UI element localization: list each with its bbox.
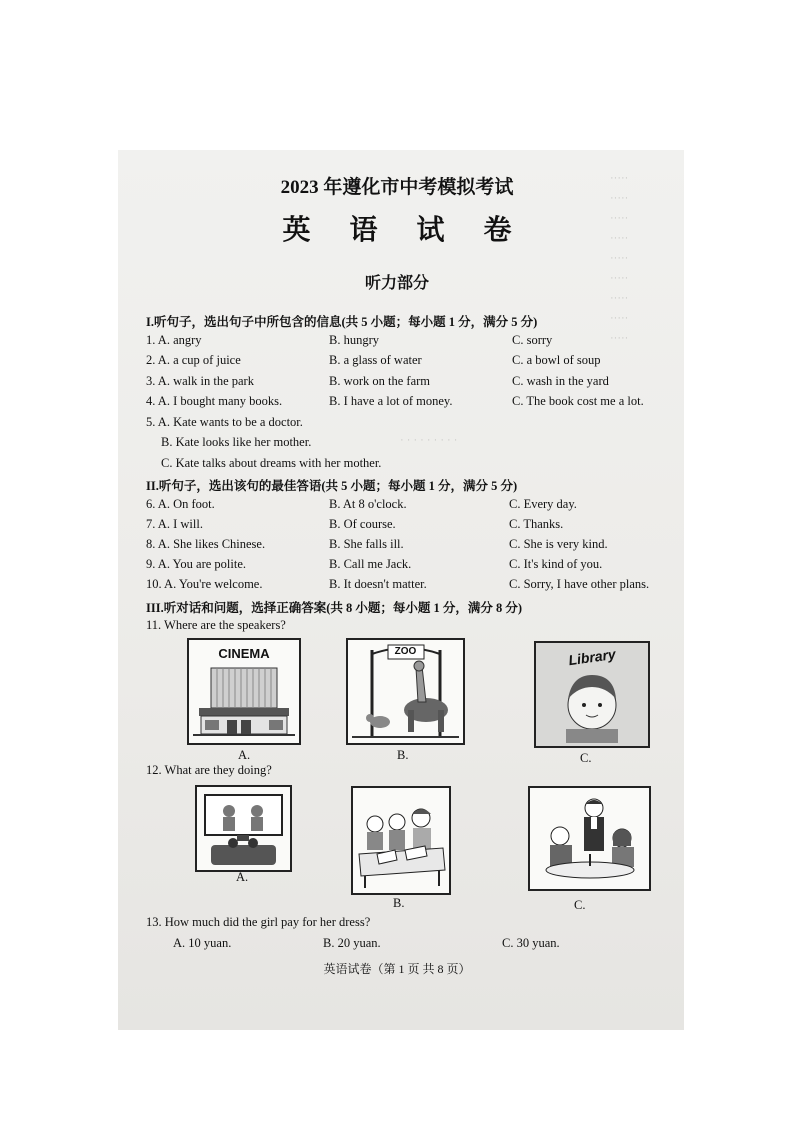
q3-option-a[interactable]: 3. A. walk in the park	[146, 374, 254, 388]
q11-label-a: A.	[238, 748, 251, 762]
q12-label-b: B.	[393, 896, 405, 910]
q9-option-b[interactable]: B. Call me Jack.	[329, 557, 412, 571]
part-title: 听力部分	[364, 275, 429, 292]
section2-heading: II.听句子，选出该句的最佳答语(共 5 小题；每小题 1 分，满分 5 分)	[146, 479, 518, 493]
q10-option-b[interactable]: B. It doesn't matter.	[329, 577, 427, 591]
q10-option-c[interactable]: C. Sorry, I have other plans.	[509, 577, 650, 591]
q2-option-a[interactable]: 2. A. a cup of juice	[146, 353, 241, 367]
q10-option-a[interactable]: 10. A. You're welcome.	[146, 577, 263, 591]
q12-picture-a-watching-tv[interactable]	[195, 785, 292, 872]
q4-option-c[interactable]: C. The book cost me a lot.	[512, 394, 644, 408]
q12-label-a: A.	[236, 870, 249, 884]
q5-option-c[interactable]: C. Kate talks about dreams with her mother.	[161, 456, 382, 470]
q1-option-b[interactable]: B. hungry	[329, 333, 379, 347]
q13-stem: 13. How much did the girl pay for her dress?	[146, 915, 371, 929]
zoo-sign: ZOO	[394, 646, 417, 657]
q5-option-a[interactable]: 5. A. Kate wants to be a doctor.	[146, 415, 303, 429]
q7-option-a[interactable]: 7. A. I will.	[146, 517, 203, 531]
cinema-sign: CINEMA	[218, 646, 270, 661]
q8-option-b[interactable]: B. She falls ill.	[329, 537, 404, 551]
q11-label-b: B.	[397, 748, 409, 762]
library-sign: Library	[567, 645, 617, 669]
q4-option-a[interactable]: 4. A. I bought many books.	[146, 394, 283, 408]
q6-option-b[interactable]: B. At 8 o'clock.	[329, 497, 407, 511]
q13-option-a[interactable]: A. 10 yuan.	[173, 936, 232, 950]
q11-picture-b-zoo[interactable]	[346, 638, 465, 745]
q6-option-c[interactable]: C. Every day.	[509, 497, 577, 511]
section3-heading: III.听对话和问题，选择正确答案(共 8 小题；每小题 1 分，满分 8 分)	[146, 601, 523, 615]
television-icon	[197, 787, 290, 870]
q8-option-a[interactable]: 8. A. She likes Chinese.	[146, 537, 266, 551]
q11-picture-a-cinema[interactable]	[187, 638, 301, 745]
q13-option-b[interactable]: B. 20 yuan.	[323, 936, 381, 950]
restaurant-icon	[530, 788, 649, 889]
q12-picture-c-dining[interactable]	[528, 786, 651, 891]
q9-option-c[interactable]: C. It's kind of you.	[509, 557, 603, 571]
q3-option-c[interactable]: C. wash in the yard	[512, 374, 609, 388]
students-icon	[353, 788, 449, 893]
q7-option-b[interactable]: B. Of course.	[329, 517, 396, 531]
q11-picture-c-library[interactable]	[534, 641, 650, 748]
q11-stem: 11. Where are the speakers?	[146, 618, 286, 632]
q12-picture-b-studying[interactable]	[351, 786, 451, 895]
q2-option-c[interactable]: C. a bowl of soup	[512, 353, 601, 367]
section1-heading: I.听句子，选出句子中所包含的信息(共 5 小题；每小题 1 分，满分 5 分)	[146, 315, 538, 329]
q11-label-c: C.	[580, 751, 592, 765]
q12-label-c: C.	[574, 898, 586, 912]
q5-option-b[interactable]: B. Kate looks like her mother.	[161, 435, 312, 449]
q9-option-a[interactable]: 9. A. You are polite.	[146, 557, 246, 571]
page-footer: 英语试卷（第 1 页 共 8 页）	[323, 962, 471, 976]
bleed-through-center: · · · · · · · · ·	[400, 434, 458, 446]
exam-title: 2023 年遵化市中考模拟考试	[280, 177, 514, 198]
q8-option-c[interactable]: C. She is very kind.	[509, 537, 608, 551]
q6-option-a[interactable]: 6. A. On foot.	[146, 497, 215, 511]
q1-option-a[interactable]: 1. A. angry	[146, 333, 202, 347]
q4-option-b[interactable]: B. I have a lot of money.	[329, 394, 453, 408]
subject-title: 英 语 试 卷	[282, 215, 528, 246]
q13-option-c[interactable]: C. 30 yuan.	[502, 936, 560, 950]
q12-stem: 12. What are they doing?	[146, 763, 272, 777]
q2-option-b[interactable]: B. a glass of water	[329, 353, 422, 367]
bleed-through-right: ····· ····· ····· ····· ····· ····· ····· ····· ·····	[610, 172, 629, 344]
q1-option-c[interactable]: C. sorry	[512, 333, 553, 347]
q3-option-b[interactable]: B. work on the farm	[329, 374, 431, 388]
q7-option-c[interactable]: C. Thanks.	[509, 517, 564, 531]
